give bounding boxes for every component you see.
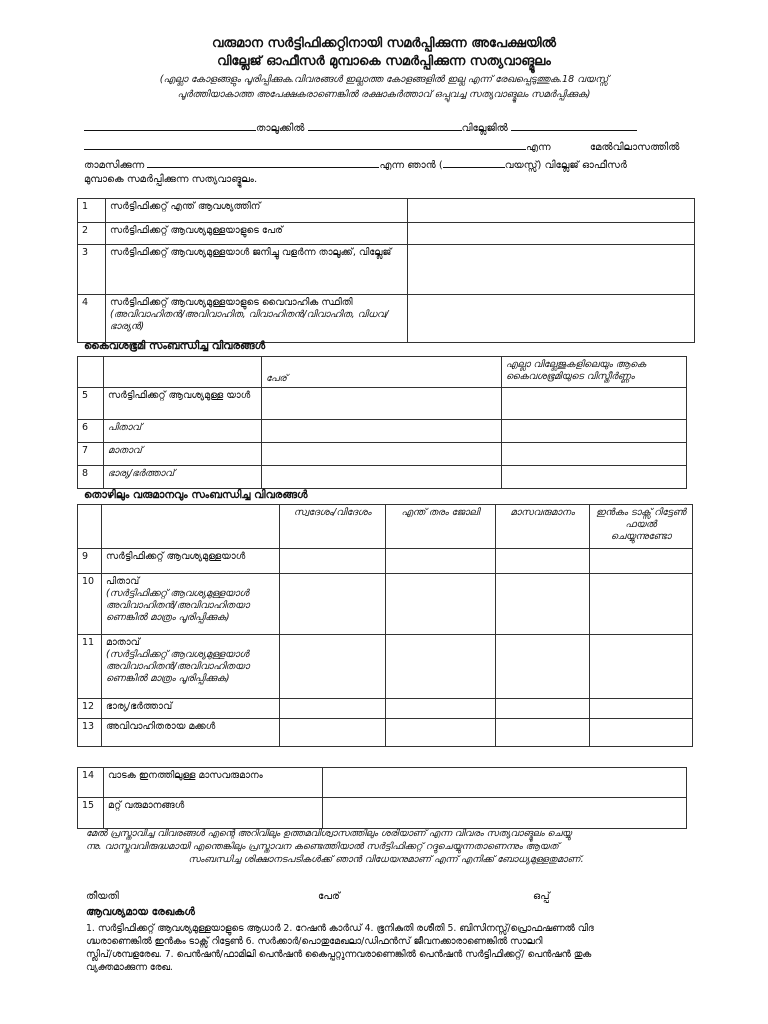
table-row [78,443,687,466]
job-cell[interactable] [386,574,496,635]
name-cell[interactable] [262,466,502,489]
column-header-location: സ്വദേശം/വിദേശം [280,505,386,549]
row-number: 5 [78,388,104,420]
table-row [78,295,695,343]
row-label: അവിവാഹിതരായ മക്കൾ [102,719,280,747]
applicant-name-blank[interactable] [84,139,526,150]
row-label: മാതാവ് [104,443,262,466]
other-income-table [77,767,687,829]
land-section-heading: കൈവശഭൂമി സംബന്ധിച്ച വിവരങ്ങൾ [84,340,266,352]
residing-label: താമസിക്കുന്ന [84,160,145,171]
applicant-details-table [77,198,695,343]
row-label [102,574,280,635]
row-number: 12 [78,699,102,719]
table-row [78,574,693,635]
documents-line2: ഗ്ദ്ധരാണെങ്കിൽ ഇൻകം ടാക്സ് റിട്ടേൺ 6. സർക്കാർ/പൊതുമേഖലാ/ഡിഫൻസ് ജീവനക്കാരാണെങ്കിൽ സാലറി [86,936,543,947]
table-header-row [78,357,687,388]
table-row [78,223,695,245]
tax-cell[interactable] [590,549,693,574]
income-cell[interactable] [496,719,590,747]
enna-label: എന്ന [526,142,551,153]
table-row [78,798,687,829]
job-cell[interactable] [386,549,496,574]
declaration-line2 [84,139,679,153]
job-cell[interactable] [386,699,496,719]
income-cell[interactable] [496,699,590,719]
answer-cell[interactable] [408,223,695,245]
column-header-area: എല്ലാ വില്ലേജുകളിലെയും ആകെ കൈവശഭൂമിയുടെ വിസ്തീർണ്ണം [502,357,687,388]
documents-line1: 1. സർട്ടിഫിക്കറ്റ് ആവശ്യമുള്ളയാളുടെ ആധാർ 2. റേഷൻ കാർഡ് 4. ഭൂനികുതി രശീതി 5. ബിസിനസ്സ്/പ്രൊഫഷണൽ വിദ [86,923,594,934]
answer-cell[interactable] [408,295,695,343]
land-table [77,356,687,489]
affirmation-line1: മേൽ പ്രസ്താവിച്ച വിവരങ്ങൾ എന്റെ അറിവിലും ഉത്തമവിശ്വാസത്തിലും ശരിയാണ് എന്ന വിവരം സത്യവാങ്മൂലം ചെയ്യു [86,828,572,839]
row-label-main: മാതാവ് [106,637,140,648]
job-cell[interactable] [386,719,496,747]
row-label: മറ്റ് വരുമാനങ്ങൾ [104,798,323,829]
affirmation-line3: സംബന്ധിച്ച ശിക്ഷാനടപടികൾക്ക് ഞാൻ വിധേയനുമാണ് എന്ന് എനിക്ക് ബോധ്യമുള്ളതുമാണ്. [188,854,584,865]
name-cell[interactable] [262,420,502,443]
answer-cell[interactable] [408,245,695,295]
row-label: പിതാവ് [104,420,262,443]
table-row [78,699,693,719]
row-label-hint: (സർട്ടിഫിക്കറ്റ് ആവശ്യമുള്ളയാൾ അവിവാഹിതൻ/അവിവാഹിതയാ ണെങ്കിൽ മാത്രം പൂരിപ്പിക്കുക) [106,649,250,684]
table-row [78,245,695,295]
documents-line3: സ്ലിപ്/ശമ്പളരേഖ. 7. പെൻഷൻ/ഫാമിലി പെൻഷൻ കൈപ്പറ്റുന്നവരാണെങ്കിൽ പെൻഷൻ സർട്ടിഫിക്കറ്റ്/ പെൻഷൻ തുക [86,949,592,960]
tax-cell[interactable] [590,699,693,719]
row-label [106,295,408,343]
address-blank[interactable] [147,157,379,168]
declaration-line1 [84,120,637,134]
documents-list [86,922,696,974]
table-row [78,199,695,223]
row-number: 10 [78,574,102,635]
taluk-blank[interactable] [84,120,256,131]
table-row [78,635,693,699]
form-title-line2: വില്ലേജ് ഓഫീസർ മുമ്പാകെ സമർപ്പിക്കുന്ന സത്യവാങ്മൂലം [217,54,551,69]
income-cell[interactable] [496,549,590,574]
answer-cell[interactable] [408,199,695,223]
row-label-main: സർട്ടിഫിക്കറ്റ് ആവശ്യമുള്ളയാളുടെ വൈവാഹിക സ്ഥിതി [110,297,353,308]
declaration-line3 [84,157,627,171]
instruction-note-line1: (എല്ലാ കോളങ്ങളും പൂരിപ്പിക്കുക.വിവരങ്ങൾ ഇല്ലാത്ത കോളങ്ങളിൽ ഇല്ല എന്ന് രേഖപ്പെടുത്തുക.18 വയസ്സ് [159,74,609,85]
tax-cell[interactable] [590,635,693,699]
row-number: 1 [78,199,106,223]
row-number: 14 [78,768,104,798]
table-row [78,768,687,798]
village-name-blank[interactable] [308,120,462,131]
row-label-hint: (അവിവാഹിതൻ/അവിവാഹിത, വിവാഹിതൻ/വിവാഹിത, വിധവ/ഭാര്യൻ) [110,309,389,332]
area-cell[interactable] [502,443,687,466]
village-label: വില്ലേജിൽ [461,123,508,134]
row-number: 13 [78,719,102,747]
taluk-label: താലൂക്കിൽ [256,123,305,134]
row-label-hint: (സർട്ടിഫിക്കറ്റ് ആവശ്യമുള്ളയാൾ അവിവാഹിതൻ/അവിവാഹിതയാ ണെങ്കിൽ മാത്രം പൂരിപ്പിക്കുക) [106,588,250,623]
column-header-monthly-income: മാസവരുമാനം [496,505,590,549]
documents-heading: ആവശ്യമായ രേഖകൾ [86,906,195,918]
job-cell[interactable] [386,635,496,699]
row-number: 15 [78,798,104,829]
row-number: 4 [78,295,106,343]
row-number: 9 [78,549,102,574]
row-number: 3 [78,245,106,295]
area-cell[interactable] [502,466,687,489]
area-cell[interactable] [502,420,687,443]
documents-line4: വ്യക്തമാക്കുന്ന രേഖ. [86,962,173,973]
row-number: 2 [78,223,106,245]
affirmation-text [86,827,686,866]
name-cell[interactable] [262,388,502,420]
instruction-note-line2: പൂർത്തിയാകാത്ത അപേക്ഷകരാണെങ്കിൽ രക്ഷാകർത്താവ് ഒപ്പുവച്ച സത്യവാങ്മൂലം സമർപ്പിക്കുക) [177,89,591,100]
answer-cell[interactable] [323,798,687,829]
tax-cell[interactable] [590,574,693,635]
row-number: 8 [78,466,104,489]
row-label: ഭാര്യ/ഭർത്താവ് [102,699,280,719]
area-cell[interactable] [502,388,687,420]
age-label: വയസ്സ്) വില്ലേജ് ഓഫീസർ [504,160,627,171]
row-label [102,635,280,699]
income-cell[interactable] [496,635,590,699]
row-label: ഭാര്യ/ഭർത്താവ് [104,466,262,489]
location-cell[interactable] [280,699,386,719]
row-label: സർട്ടിഫിക്കറ്റ് ആവശ്യമുള്ള യാൾ [104,388,262,420]
address-label: മേൽവിലാസത്തിൽ [589,142,680,153]
table-row [78,388,687,420]
location-cell[interactable] [280,574,386,635]
row-label: സർട്ടിഫിക്കറ്റ് ആവശ്യമുള്ളയാൾ [102,549,280,574]
location-cell[interactable] [280,635,386,699]
row-label: സർട്ടിഫിക്കറ്റ് ആവശ്യമുള്ളയാളുടെ പേര് [106,223,408,245]
income-cell[interactable] [496,574,590,635]
enna-njan-label: എന്ന ഞാൻ ( [379,160,443,171]
column-header-job: എന്ത് തരം ജോലി [386,505,496,549]
row-number: 6 [78,420,104,443]
answer-cell[interactable] [323,768,687,798]
table-header-row [78,505,693,549]
location-cell[interactable] [280,719,386,747]
column-header-tax-return: ഇൻകം ടാക്സ് റിട്ടേൺ ഫയൽ ചെയ്യുന്നുണ്ടോ [590,505,693,549]
income-section-heading: തൊഴിലും വരുമാനവും സംബന്ധിച്ച വിവരങ്ങൾ [84,489,308,501]
date-label: തീയതി [86,891,119,902]
table-row [78,549,693,574]
row-label: വാടക ഇനത്തിലുള്ള മാസവരുമാനം [104,768,323,798]
declaration-line4: മുമ്പാകെ സമർപ്പിക്കുന്ന സത്യവാങ്മൂലം. [84,174,258,185]
age-blank[interactable] [443,157,505,168]
table-row [78,420,687,443]
table-row [78,466,687,489]
row-label: സർട്ടിഫിക്കറ്റ് എന്ത് ആവശ്യത്തിന് [106,199,408,223]
column-header-name: പേര് [262,357,502,388]
row-label: സർട്ടിഫിക്കറ്റ് ആവശ്യമുള്ളയാൾ ജനിച്ചു വളർന്ന താലൂക്ക്, വില്ലേജ് [106,245,408,295]
location-cell[interactable] [280,549,386,574]
row-number: 11 [78,635,102,699]
village-extra-blank[interactable] [511,120,637,131]
signature-label: ഒപ്പ് [533,891,550,902]
row-label-main: പിതാവ് [106,576,140,587]
row-number: 7 [78,443,104,466]
table-row [78,719,693,747]
income-table [77,504,693,747]
name-cell[interactable] [262,443,502,466]
form-title-line1: വരുമാന സർട്ടിഫിക്കറ്റിനായി സമർപ്പിക്കുന്ന അപേക്ഷയിൽ [211,36,557,51]
tax-cell[interactable] [590,719,693,747]
name-label: പേര് [318,891,340,902]
affirmation-line2: ന്നു. വാസ്തവവിരുദ്ധമായി എന്തെങ്കിലും പ്രസ്താവന കണ്ടെത്തിയാൽ സർട്ടിഫിക്കറ്റ് റദ്ദുചെയ്യുന്നതാണെന്നും ആയത് [86,841,559,852]
